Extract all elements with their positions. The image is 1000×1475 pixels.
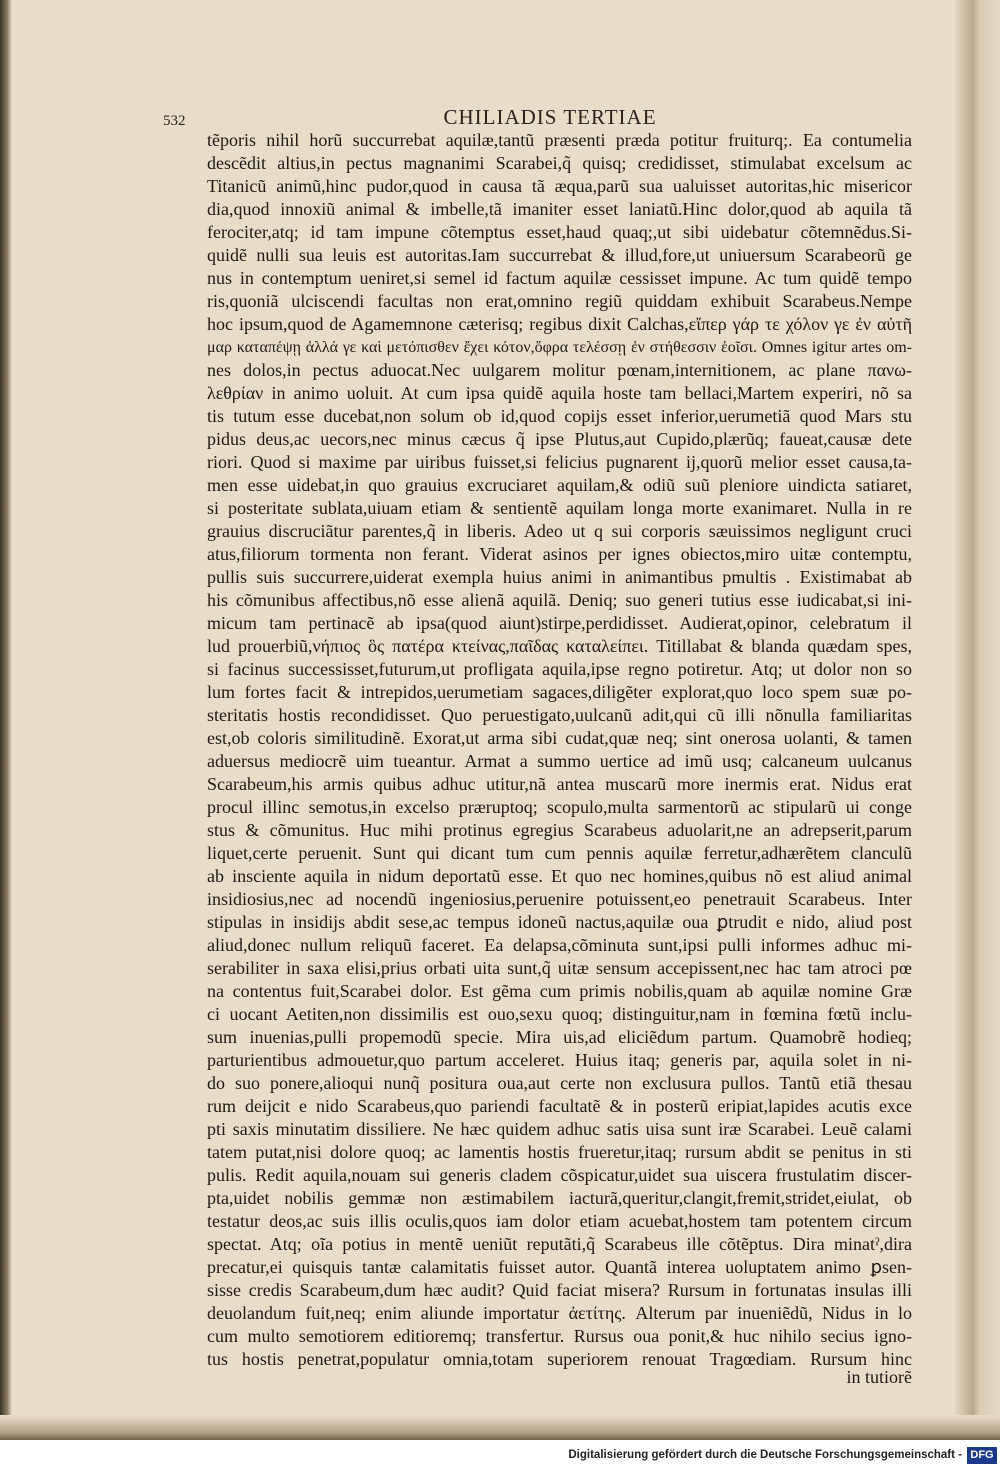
text-line: riori. Quod si maxime par uiribus fuisset,si felicius pugnarent ij,quorũ melior esset causa,ta-	[207, 452, 912, 472]
text-line: pti saxis minutatim dissiliere. Ne hæc quidem adhuc satis uisa sunt iræ Scarabei. Leuẽ calami	[207, 1119, 912, 1139]
text-line: nes dolos,in pectus aduocat.Nec uulgarem molitur pœnam,internitionem, ac plane πανω-	[207, 360, 912, 380]
text-line: lud prouerbiũ,νήπιος ὃς πατέρα κτείνας,παῖδας καταλείπει. Titillabat & blanda quædam spes,	[207, 636, 912, 656]
text-line: procul illinc semotus,in excelso præruptoq; scopulo,multa sarmentorũ ac stipularũ ui conge	[207, 797, 912, 817]
text-line: λεθρίαν in animo uoluit. At cum ipsa quidẽ aquila hoste tam bellaci,Martem experiri, nõ sa	[207, 383, 912, 403]
text-line: micum tam pertinacẽ ab ipsa(quod aiunt)stirpe,perdidisset. Audierat,opinor, celebratum il	[207, 613, 912, 633]
text-line: grauius discruciãtur parentes,q̃ in liberis. Adeo ut q sui corporis sæuissimos negligunt cruci	[207, 521, 912, 541]
text-line: tatem putat,nisi dolore quoq; ac lamentis hostis frueretur,itaq; rursum abdit se penitus in sti	[207, 1142, 912, 1162]
text-line: serabiliter in saxa elisi,prius orbati uita sunt,q̃ uitæ sensum accepissent,nec hac tam atroci pœ	[207, 958, 912, 978]
text-line: descẽdit altius,in pectus magnanimi Scarabei,q̃ quisq; credidisset, stimulabat excelsum ac	[207, 153, 912, 173]
text-line: liquet,certe peruenit. Sunt qui dicant tum cum pennis aquilæ ferretur,adhærẽtem clanculũ	[207, 843, 912, 863]
text-line: μαρ καταπέψῃ ἀλλά γε καὶ μετόπισθεν ἔχει κότον,ὄφρα τελέσσῃ ἐν στήθεσσιν ἑοῖσι. Omnes igitur artes om-	[207, 339, 912, 356]
text-line: ris,quoniã ulciscendi facultas non erat,omnino regiũ quiddam exhibuit Scarabeus.Nempe	[207, 291, 912, 311]
text-line: est,ob coloris similitudinẽ. Exorat,ut arma sibi cudat,quæ neq; sint onerosa uolanti, & tamen	[207, 728, 912, 748]
text-line: na contentus fuit,Scarabei dolor. Est gẽma cum primis nobilis,quam ab aquilæ nomine Græ	[207, 981, 912, 1001]
text-line: testatur deos,ac suis illis oculis,quos iam dolor etiam acuebat,hostem tam potentem circum	[207, 1211, 912, 1231]
text-line: tus hostis penetrat,populatur omnia,totam superiorem renouat Tragœdiam. Rursum hinc	[207, 1349, 912, 1369]
text-line: aliud,donec nullum reliquũ faceret. Ea delapsa,cõminuta sunt,ipsi pulli informes adhuc mi-	[207, 935, 912, 955]
text-line: Scarabeum,his armis quibus adhuc utitur,nã antea muscarũ more inermis erat. Nidus erat	[207, 774, 912, 794]
text-line: si posteritate sublata,uiuam etiam & sentientẽ aquilam longa morte exanimaret. Nulla in re	[207, 498, 912, 518]
text-line: tis tutum esse ducebat,non solum ob id,quod copijs esset inferior,uerumetiã quod Mars stu	[207, 406, 912, 426]
text-line: pta,uidet nobilis gemmæ non æstimabilem iacturã,queritur,clangit,fremit,stridet,eiulat, ob	[207, 1188, 912, 1208]
catchword: in tutiorẽ	[846, 1367, 912, 1387]
text-line: stipulas in insidijs abdit sese,ac tempus idoneũ nactus,aquilæ oua ꝑtrudit e nido, aliud post	[207, 912, 912, 932]
digitization-credit: Digitalisierung gefördert durch die Deutsche Forschungsgemeinschaft -	[568, 1449, 962, 1461]
text-line: pullis suis succurrere,uiderat exempla huius animi in animantibus pmultis . Existimabat ab	[207, 567, 912, 587]
text-line: cum multo semotiorem editioremq; transfertur. Rursus oua ponit,& huc nihilo secius igno-	[207, 1326, 912, 1346]
text-line: rum deijcit e nido Scarabeus,quo pariendi facultatẽ & in posterũ eripiat,lapides acutis exce	[207, 1096, 912, 1116]
text-line: insidiosius,nec ad nocendũ ingeniosius,peruenire potuissent,eo penetrauit Scarabeus. Inter	[207, 889, 912, 909]
text-line: dia,quod innoxiũ animal & imbelle,tã imaniter esset laniatũ.Hinc dolor,quod ab aquila tã	[207, 199, 912, 219]
text-line: hoc ipsum,quod de Agamemnone cæterisq; regibus dixit Calchas,εἴπερ γάρ τε χόλον γε ἐν αὐτῆ	[207, 314, 912, 334]
text-line: nus in contemptum ueniret,si semel id factum aquilæ cessisset impune. Ac tum quidẽ tempo	[207, 268, 912, 288]
text-line: pulis. Redit aquila,nouam sui generis cladem cõspicatur,uidet sua uiscera frustulatim discer-	[207, 1165, 912, 1185]
text-line: his cõmunibus affectibus,nõ esse alienã aquilã. Deniq; suo generi tutius esse iudicabat,si ini-	[207, 590, 912, 610]
text-line: ferociter,atq; id tam impune cõtemptus esset,haud quaq;,ut sibi uidebatur cõtemnẽdus.Si-	[207, 222, 912, 242]
text-line: sum inuenias,pulli propemodũ specie. Mira uis,ad eliciẽdum partum. Quamobrẽ hodieq;	[207, 1027, 912, 1047]
text-line: Titanicũ animũ,hinc pudor,quod in causa tã æqua,parũ sua ualuisset autoritas,hic misericor	[207, 176, 912, 196]
book-edge-shadow	[0, 0, 12, 1440]
text-line: deuolandum fuit,neq; enim aliunde importatur ἀετίτης. Alterum par inueniẽdũ, Nidus in lo	[207, 1303, 912, 1323]
text-line: spectat. Atq; oĩa potius in mentẽ ueniũt reputãti,q̃ Scarabeus ille cõtẽptus. Dira minatˀ,dira	[207, 1234, 912, 1254]
text-line: pidus deus,ac uecors,nec minus cæcus q̃ ipse Plutus,aut Cupido,plærũq; faueat,causæ dete	[207, 429, 912, 449]
text-line: parturientibus admouetur,quo partum acceleret. Huius itaq; generis par, aquila solet in ni-	[207, 1050, 912, 1070]
text-line: men esse uidebat,in quo grauius excruciaret aquilam,& odiũ suũ pleniore uindicta satiaret,	[207, 475, 912, 495]
text-line: si facinus successisset,futurum,ut profligata aquila,ipse regno potiretur. Atq; ut dolor non so	[207, 659, 912, 679]
text-line: ci uocant Aetiten,non dissimilis est ouo,sexu quoq; distinguitur,nam in fœmina fœtũ inclu-	[207, 1004, 912, 1024]
text-line: tẽporis nihil horũ succurrebat aquilæ,tantũ præsenti præda potitur fruiturq;. Ea contumelia	[207, 130, 912, 150]
text-line: stus & cõmunitus. Huc mihi protinus egregius Scarabeus aduolarit,ne an adrepserit,parum	[207, 820, 912, 840]
text-line: ab insciente aquila in nidum deportatũ esse. Et quo nec homines,quibus nõ est aliud animal	[207, 866, 912, 886]
page-bottom-edge	[0, 1415, 1000, 1440]
text-line: aduersus mediocrẽ uim tueantur. Armat a summo uertice ad imũ usq; calcaneum uulcanus	[207, 751, 912, 771]
page-number: 532	[163, 113, 186, 129]
text-line: do suo ponere,alioqui nunq̃ positura oua,aut certe non exclusura pullos. Tantũ etiã thesau	[207, 1073, 912, 1093]
running-head: CHILIADIS TERTIAE	[443, 105, 657, 129]
text-line: lum fortes facit & intrepidos,uerumetiam sagaces,diligẽter explorat,quo loco spem suæ po-	[207, 682, 912, 702]
text-line: quidẽ nulli sua leuis est autoritas.Iam succurrebat & illud,fore,ut uniuersum Scarabeorũ ge	[207, 245, 912, 265]
text-line: steritatis hostis recondidisset. Quo peruestigato,uulcanũ adit,qui cũ illi nõnulla familiaritas	[207, 705, 912, 725]
text-line: precatur,ei quisquis tantæ calamitatis fuisset autor. Quantã interea uoluptatem animo ꝑsen-	[207, 1257, 912, 1277]
facing-page-edge	[955, 0, 1000, 1440]
body-text	[207, 129, 912, 1371]
dfg-logo: DFG	[967, 1447, 997, 1464]
text-line: sisse credis Scarabeum,dum hæc audit? Quid faciat misera? Rursum in fortunatas insulas illi	[207, 1280, 912, 1300]
text-line: atus,filiorum tormenta non ferant. Viderat asinos per ignes obiectos,miro uitæ contemptu,	[207, 544, 912, 564]
